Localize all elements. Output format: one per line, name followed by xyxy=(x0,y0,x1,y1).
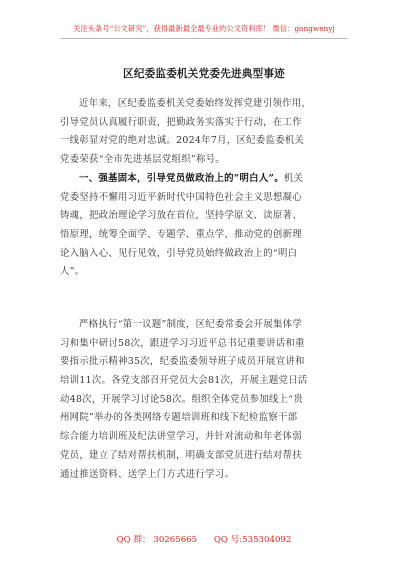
text-line xyxy=(60,170,350,189)
text-line: 动48次，开展学习讨论58次。组织全体党员参加线上“贵 xyxy=(60,393,304,405)
header-promo-note: 关注头条号“公文研究”，获得最新最全最专业的公文资料库！ 微信：gongwenyj xyxy=(73,24,335,33)
text-line: 综合能力培训班及纪法讲堂学习，并针对流动和年老体弱 xyxy=(60,431,302,443)
footer-qq-group: QQ 群： 30265665 xyxy=(116,535,198,545)
text-line: 悟原理，统筹全面学、专题学、重点学，推动党的创新理 xyxy=(60,229,302,241)
text-line: 严格执行“第一议题”制度，区纪委常委会开展集体学 xyxy=(79,319,303,330)
text-line: 培训11次。各党支部召开党员大会81次，开展主题党日活 xyxy=(60,375,308,387)
text-fragment: 机关 xyxy=(283,173,304,184)
text-line: 论入脑入心、见行见效，引导党员始终做政治上的“明白 xyxy=(60,247,298,259)
text-line: 党员，建立了结对帮扶机制，明确支部党员进行结对帮扶 xyxy=(60,449,302,461)
text-line: 州网院”举办的各类网络专题培训班和线下纪检监察干部 xyxy=(60,412,298,424)
text-line: 近年来，区纪委监委机关党委始终发挥党建引领作用， xyxy=(79,98,312,109)
text-line: 铸魂，把政治理论学习放在首位，坚持学原文、读原著、 xyxy=(60,210,302,222)
footer-qq-number: QQ 号:535304092 xyxy=(213,535,292,545)
text-line: 通过推送资料、送学上门方式进行学习。 xyxy=(60,468,235,480)
text-line: 党委坚持不懈用习近平新时代中国特色社会主义思想凝心 xyxy=(60,191,302,203)
paragraph-section-one xyxy=(60,170,350,282)
text-line: 人”。 xyxy=(60,266,85,278)
text-line: 引导党员认真履行职责，把勤政务实落实于行动，在工作 xyxy=(60,116,302,128)
section-heading: 一、强基固本，引导党员做政治上的“明白人”。 xyxy=(79,173,284,184)
text-line: 一线彰显对党的绝对忠诚。2024年7月，区纪委监委机关 xyxy=(60,135,305,147)
paragraph-intro xyxy=(60,95,350,170)
text-line: 习和集中研讨58次，跟进学习习近平总书记重要讲话和重 xyxy=(60,337,305,349)
document-title: 区纪委监委机关党委先进典型事迹 xyxy=(123,68,285,80)
paragraph-study-details xyxy=(60,316,350,484)
text-line: 要指示批示精神35次，纪委监委领导班子成员开展宣讲和 xyxy=(60,356,305,368)
text-line: 党委荣获“全市先进基层党组织”称号。 xyxy=(60,154,225,166)
header-divider xyxy=(60,38,348,39)
footer-contact xyxy=(0,533,408,545)
